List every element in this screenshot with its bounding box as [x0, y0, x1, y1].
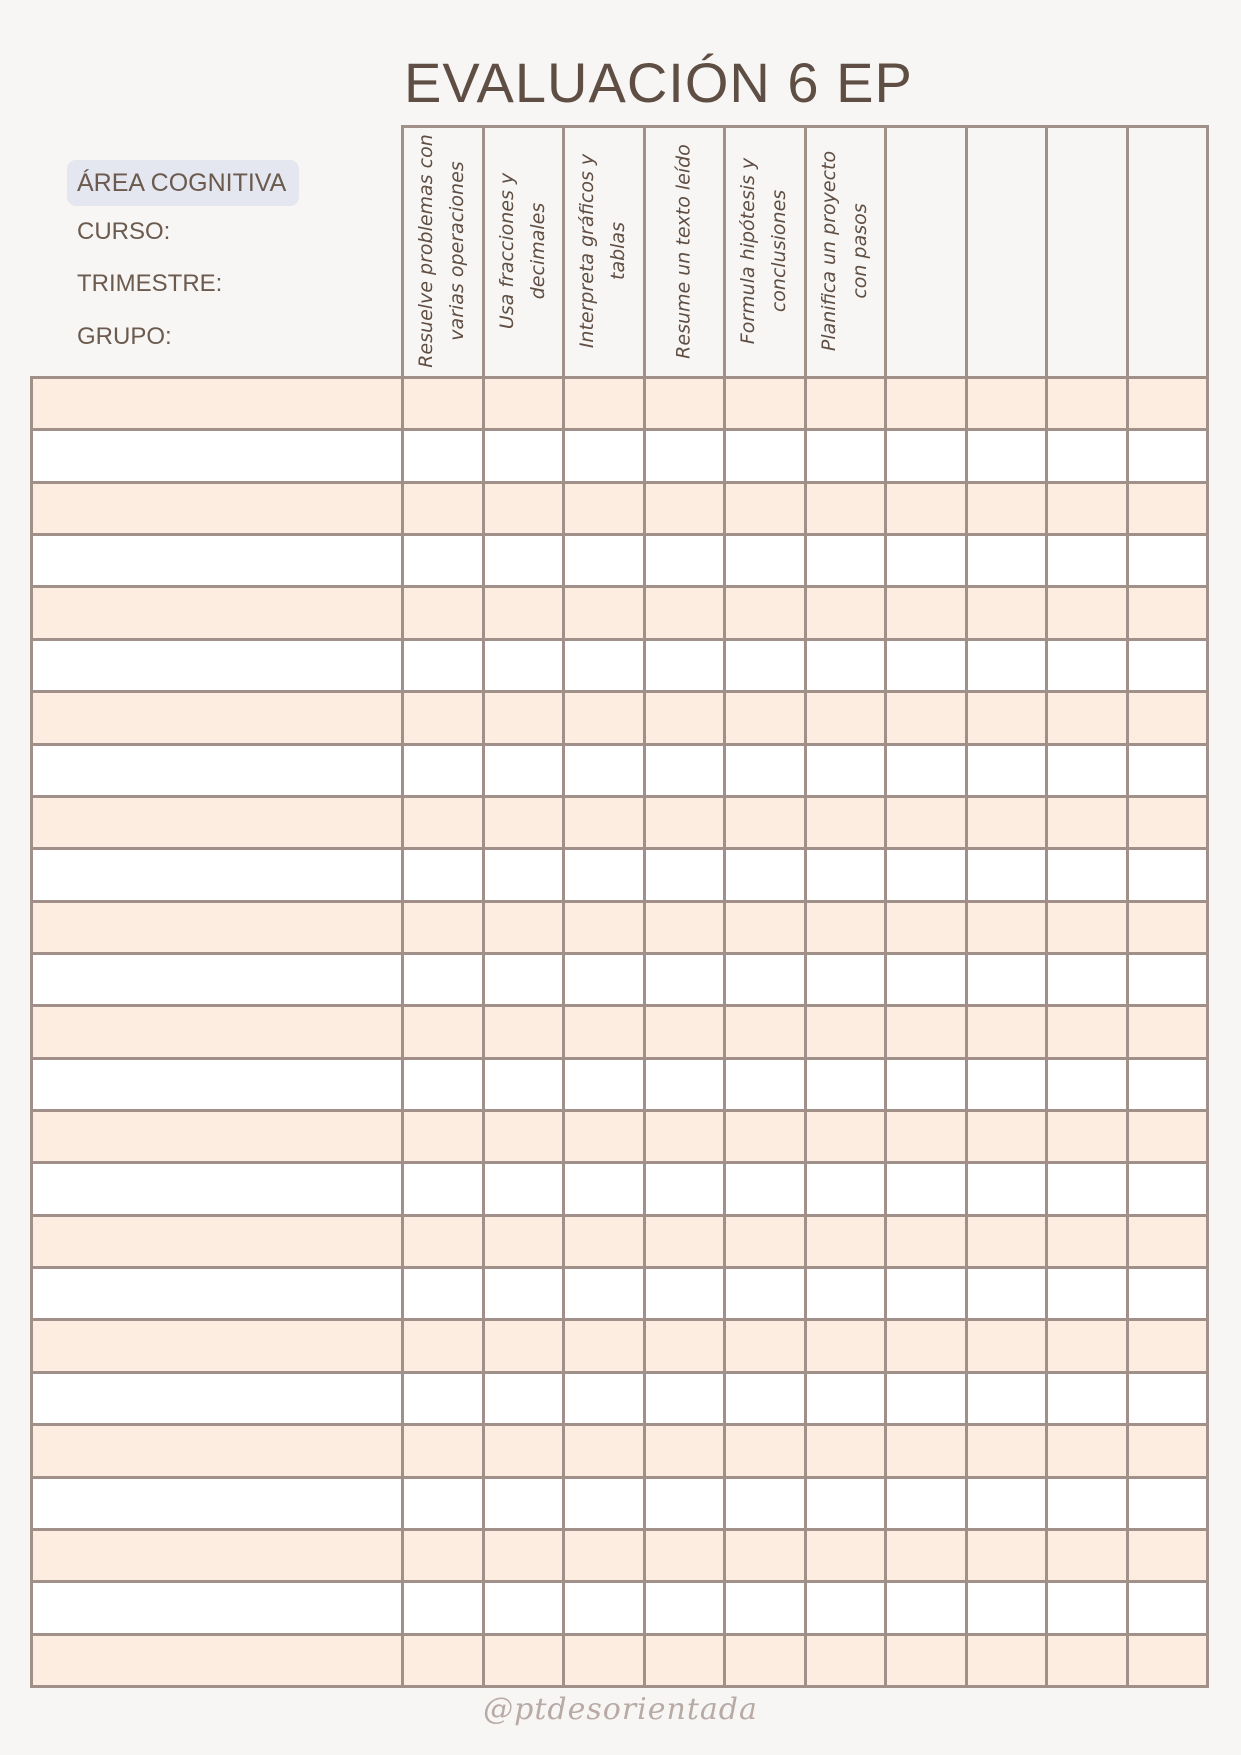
- table-row[interactable]: [30, 1162, 1207, 1214]
- term-label: TRIMESTRE:: [77, 270, 223, 297]
- table-row[interactable]: [30, 848, 1207, 900]
- grid-line: [30, 481, 1207, 484]
- grid-line: [30, 376, 33, 1688]
- grid-line: [804, 125, 807, 1688]
- criterion-header: [483, 125, 564, 377]
- criterion-label: Interpreta gráficos y tablas: [576, 153, 630, 349]
- grid-line: [30, 795, 1207, 798]
- criterion-header: [724, 125, 805, 377]
- table-row[interactable]: [30, 744, 1207, 796]
- table-row[interactable]: [30, 1267, 1207, 1319]
- grid-line: [30, 638, 1207, 641]
- table-row[interactable]: [30, 639, 1207, 691]
- criterion-label: Resuelve problemas con varias operaciones: [415, 134, 469, 368]
- table-row[interactable]: [30, 1215, 1207, 1267]
- grid-line: [30, 690, 1207, 693]
- grid-line: [30, 952, 1207, 955]
- table-row[interactable]: [30, 534, 1207, 586]
- table-row[interactable]: [30, 482, 1207, 534]
- grid-line: [482, 125, 485, 1688]
- criterion-label: Usa fracciones y decimales: [495, 172, 549, 330]
- grid-line: [30, 1633, 1207, 1636]
- table-row[interactable]: [30, 1319, 1207, 1371]
- grid-line: [30, 1004, 1207, 1007]
- criterion-header: [805, 125, 886, 377]
- grid-line: [30, 1371, 1207, 1374]
- grid-line: [30, 1476, 1207, 1479]
- criterion-label: Formula hipótesis y conclusiones: [737, 157, 791, 345]
- grid-line: [30, 1109, 1207, 1112]
- grid-line: [30, 847, 1207, 850]
- grid-line: [965, 125, 968, 1688]
- area-label: ÁREA COGNITIVA: [67, 160, 299, 206]
- grid-line: [30, 1057, 1207, 1060]
- grid-line: [1206, 125, 1209, 1688]
- criterion-header: [563, 125, 644, 377]
- table-row[interactable]: [30, 1424, 1207, 1476]
- grid-line: [30, 376, 1207, 379]
- footer-handle: @ptdesorientada: [483, 1692, 758, 1727]
- grid-line: [562, 125, 565, 1688]
- grid-line: [30, 1528, 1207, 1531]
- grid-line: [30, 1423, 1207, 1426]
- table-row[interactable]: [30, 1634, 1207, 1686]
- criterion-label: Planifica un proyecto con pasos: [817, 150, 871, 352]
- grid-line: [30, 1161, 1207, 1164]
- grid-line: [30, 1318, 1207, 1321]
- table-row[interactable]: [30, 377, 1207, 429]
- evaluation-grid: [30, 125, 1211, 1686]
- table-row[interactable]: [30, 1110, 1207, 1162]
- grid-line: [30, 1214, 1207, 1217]
- criterion-header: [644, 125, 725, 377]
- grid-line: [723, 125, 726, 1688]
- table-row[interactable]: [30, 586, 1207, 638]
- table-row[interactable]: [30, 1581, 1207, 1633]
- grid-line: [1126, 125, 1129, 1688]
- grid-line: [884, 125, 887, 1688]
- grid-line: [30, 585, 1207, 588]
- grid-line: [30, 533, 1207, 536]
- criterion-header: [966, 125, 1047, 377]
- table-row[interactable]: [30, 1005, 1207, 1057]
- table-row[interactable]: [30, 691, 1207, 743]
- table-row[interactable]: [30, 1477, 1207, 1529]
- grid-line: [30, 900, 1207, 903]
- table-row[interactable]: [30, 429, 1207, 481]
- criterion-header: [885, 125, 966, 377]
- table-row[interactable]: [30, 1058, 1207, 1110]
- table-row[interactable]: [30, 1372, 1207, 1424]
- course-label: CURSO:: [77, 218, 171, 245]
- grid-line: [30, 428, 1207, 431]
- grid-line: [30, 743, 1207, 746]
- grid-line: [30, 1685, 1207, 1688]
- grid-line: [30, 1580, 1207, 1583]
- grid-line: [401, 125, 404, 1688]
- grid-line: [1045, 125, 1048, 1688]
- criterion-header: [402, 125, 483, 377]
- grid-line: [643, 125, 646, 1688]
- table-row[interactable]: [30, 953, 1207, 1005]
- page-title: EVALUACIÓN 6 EP: [404, 51, 913, 114]
- group-label: GRUPO:: [77, 323, 172, 350]
- criterion-header: [1046, 125, 1127, 377]
- table-row[interactable]: [30, 1529, 1207, 1581]
- criterion-label: Resume un texto leído: [672, 143, 695, 359]
- criterion-header: [1127, 125, 1208, 377]
- table-row[interactable]: [30, 901, 1207, 953]
- table-row[interactable]: [30, 796, 1207, 848]
- grid-line: [30, 1266, 1207, 1269]
